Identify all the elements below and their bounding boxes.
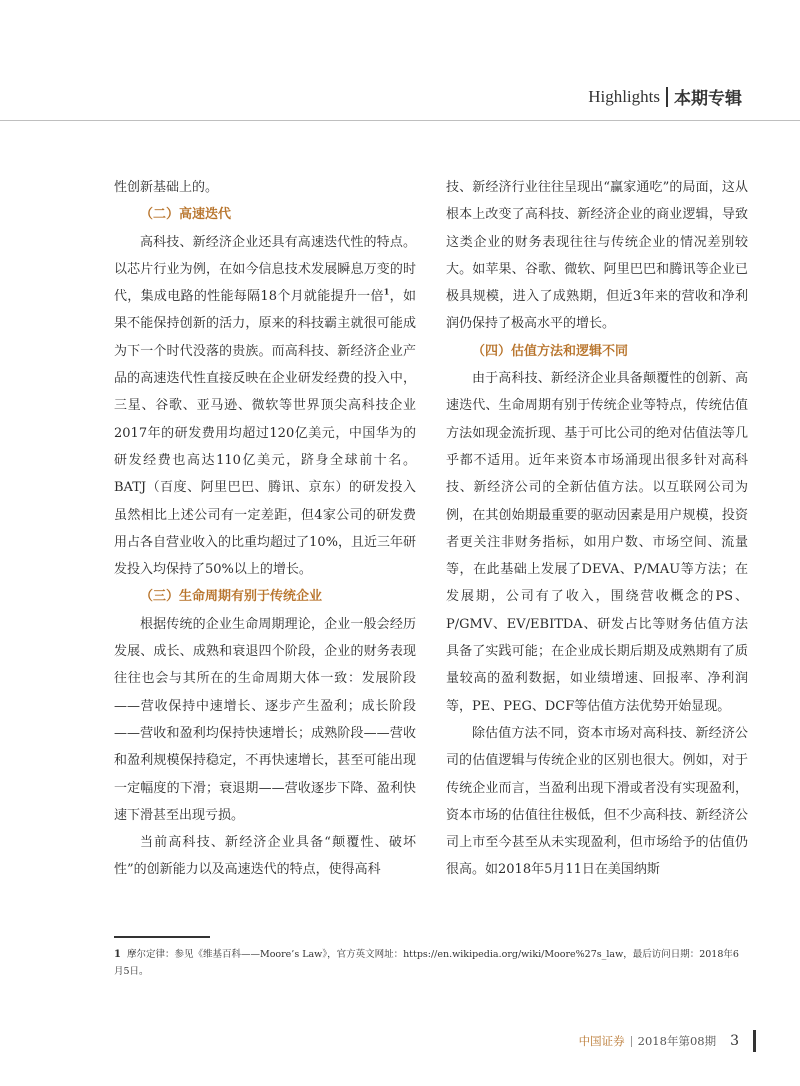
footnote-ref[interactable]: 1 <box>383 286 390 297</box>
section-heading: （四）估值方法和逻辑不同 <box>472 343 629 359</box>
page-number: 3 <box>730 1033 739 1049</box>
right-column <box>446 174 748 884</box>
issue-label: 2018年第08期 <box>637 1034 717 1048</box>
section-heading: （二）高速迭代 <box>140 207 232 223</box>
paragraph-text: ，如果不能保持创新的活力，原来的科技霸主就很可能成为下一个时代没落的贵族。而高科技、新经济企业产品的高速迭代性直接反映在企业研发经费的投入中，三星、谷歌、亚马逊、微软等世界顶尖高科技企业2017年的研发费用均超过120亿美元，中国华为的研发经费也高达110亿美元，跻身全球前十名。BATJ（百度、阿里巴巴、腾讯、京东）的研发投入虽然相比上述公司有一定差距，但4家公司的研发费用占各自营业收入的比重均超过了10%，且近三年研发投入均保持了50%以上的增长。 <box>114 289 416 578</box>
section-heading: （三）生命周期有别于传统企业 <box>140 589 323 605</box>
header-divider <box>666 87 668 107</box>
footnote-text: 摩尔定律：参见《维基百科——Moore’s Law》，官方英文网址：https://en.wikipedia.org/wiki/Moore%27s_law，最后访问日期：2018年6月5日。 <box>114 949 739 977</box>
page-footer <box>579 1030 756 1052</box>
paragraph: 技、新经济行业往往呈现出“赢家通吃”的局面，这从根本上改变了高科技、新经济企业的商业逻辑，导致这类企业的财务表现往往与传统企业的情况差别较大。如苹果、谷歌、微软、阿里巴巴和腾讯等企业已极具规模，进入了成熟期，但近3年来的营收和净利润仍保持了极高水平的增长。 <box>446 180 748 332</box>
paragraph <box>114 229 416 584</box>
section-title-en: Highlights <box>588 86 660 106</box>
footnote-rule <box>114 936 210 938</box>
paragraph: 除估值方法不同，资本市场对高科技、新经济公司的估值逻辑与传统企业的区别也很大。例如，对于传统企业而言，当盈利出现下滑或者没有实现盈利，资本市场的估值往往极低，但不少高科技、新经济公司上市至今甚至从未实现盈利，但市场给予的估值仍很高。如2018年5月11日在美国纳斯 <box>446 725 748 878</box>
footnote <box>114 946 744 980</box>
paragraph: 根据传统的企业生命周期理论，企业一般会经历发展、成长、成熟和衰退四个阶段，企业的财务表现往往也会与其所在的生命周期大体一致：发展阶段——营收保持中速增长、逐步产生盈利；成长阶段——营收和盈利均保持快速增长；成熟阶段——营收和盈利规模保持稳定，不再快速增长，甚至可能出现一定幅度的下滑；衰退期——营收逐步下降、盈利快速下滑甚至出现亏损。 <box>114 616 416 823</box>
left-column <box>114 174 416 884</box>
publication-name: 中国证券 <box>578 1034 625 1048</box>
paragraph-text: 高科技、新经济企业还具有高速迭代性的特点。以芯片行业为例，在如今信息技术发展瞬息万变的时代，集成电路的性能每隔18个月就能提升一倍 <box>114 234 416 305</box>
page-edge-bar <box>753 1030 756 1052</box>
section-header <box>588 84 742 109</box>
header-rule <box>0 120 800 121</box>
footnote-number: 1 <box>114 949 121 960</box>
paragraph: 由于高科技、新经济企业具备颠覆性的创新、高速迭代、生命周期有别于传统企业等特点，传统估值方法如现金流折现、基于可比公司的绝对估值法等几乎都不适用。近年来资本市场涌现出很多针对高科技、新经济公司的全新估值方法。以互联网公司为例，在其创始期最重要的驱动因素是用户规模，投资者更关注非财务指标，如用户数、市场空间、流量等，在此基础上发展了DEVA、P/MAU等方法；在发展期，公司有了收入，围绕营收概念的PS、P/GMV、EV/EBITDA、研发占比等财务估值方法具备了实践可能；在企业成长期后期及成熟期有了质量较高的盈利数据，如业绩增速、回报率、净利润等，PE、PEG、DCF等估值方法优势开始显现。 <box>446 371 748 714</box>
footer-divider <box>631 1036 632 1047</box>
paragraph: 当前高科技、新经济企业具备“颠覆性、破坏性”的创新能力以及高速迭代的特点，使得高科 <box>114 835 416 878</box>
paragraph: 性创新基础上的。 <box>114 180 219 195</box>
section-title-zh: 本期专辑 <box>674 89 742 109</box>
